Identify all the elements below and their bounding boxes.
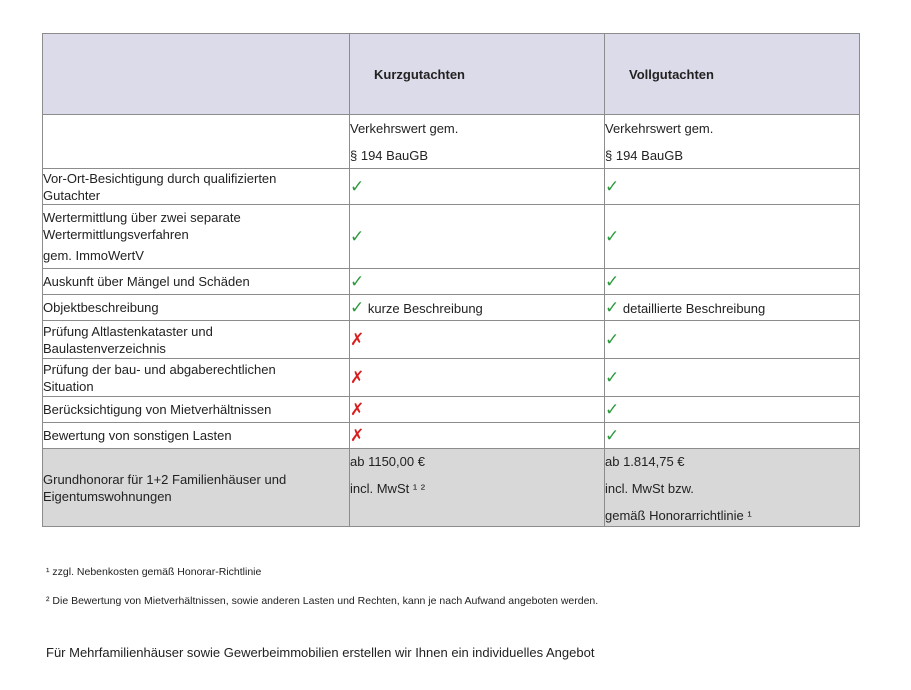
row-label-line: Berücksichtigung von Mietverhältnissen [43,402,272,417]
row-voll-cell [605,397,860,423]
fee-voll-line: incl. MwSt bzw. [605,481,694,496]
row-label-cell [43,359,350,397]
table-row [43,321,860,359]
table-row [43,169,860,205]
row-kurz-note: kurze Beschreibung [367,300,483,316]
row-label-cell [43,397,350,423]
row-voll-cell [605,295,860,321]
header-kurzgutachten: Kurzgutachten [350,34,605,115]
basis-voll-line-2: § 194 BauGB [605,148,684,163]
row-label-line: Vor-Ort-Besichtigung durch qualifizierten [43,170,277,186]
row-label-line: Situation [43,378,94,394]
row-label-cell [43,423,350,449]
table-row [43,205,860,269]
check-icon: ✓ [350,297,365,317]
row-label-line: Prüfung Altlastenkataster und [43,323,213,339]
footer-text: Für Mehrfamilienhäuser sowie Gewerbeimmobilien erstellen wir Ihnen ein individuelles Angebot [46,645,595,660]
row-voll-cell [605,423,860,449]
check-icon: ✓ [605,226,620,246]
table-row [43,423,860,449]
check-icon: ✓ [350,271,365,291]
row-label-line: Wertermittlung über zwei separate [43,210,241,225]
check-icon: ✓ [605,399,620,419]
row-label-cell [43,295,350,321]
row-label-line: Gutachter [43,187,101,203]
footnote-2: ² Die Bewertung von Mietverhältnissen, sowie anderen Lasten und Rechten, kann je nach Aufwand angeboten werden. [46,595,599,607]
row-voll-cell [605,269,860,295]
row-voll-cell [605,169,860,205]
row-label-line: Auskunft über Mängel und Schäden [43,274,250,289]
row-kurz-cell [350,423,605,449]
row-voll-cell [605,205,860,269]
check-icon: ✓ [350,226,365,246]
row-label-line: Prüfung der bau- und abgaberechtlichen [43,361,276,377]
row-label-cell [43,205,350,269]
check-icon: ✓ [605,176,620,196]
comparison-table [42,33,860,527]
cross-icon: ✗ [350,367,365,387]
table-row [43,269,860,295]
basis-voll-cell [605,115,860,169]
cross-icon: ✗ [350,425,365,445]
row-label-line: Bewertung von sonstigen Lasten [43,428,232,443]
row-label-line: Baulastenverzeichnis [43,340,166,356]
fee-label-cell [43,449,350,527]
fee-row [43,449,860,527]
row-kurz-cell [350,169,605,205]
footnote-1: ¹ zzgl. Nebenkosten gemäß Honorar-Richtlinie [46,566,262,578]
row-kurz-cell [350,295,605,321]
check-icon: ✓ [605,425,620,445]
fee-voll-line: ab 1.814,75 € [605,454,685,469]
check-icon: ✓ [605,367,620,387]
row-label-line: Wertermittlungsverfahren [43,227,189,242]
fee-voll-line: gemäß Honorarrichtlinie ¹ [605,508,752,523]
basis-kurz-line-2: § 194 BauGB [350,148,429,163]
row-label-line: gem. ImmoWertV [43,248,144,263]
header-vollgutachten: Vollgutachten [605,34,860,115]
row-voll-note: detaillierte Beschreibung [622,300,766,316]
basis-row [43,115,860,169]
row-voll-cell [605,359,860,397]
table-row [43,397,860,423]
header-row [43,34,860,115]
table-row [43,295,860,321]
fee-kurz-line: incl. MwSt ¹ ² [350,481,426,496]
row-label-cell [43,321,350,359]
table-row [43,359,860,397]
check-icon: ✓ [605,297,620,317]
basis-label-cell [43,115,350,169]
header-empty-cell [43,34,350,115]
cross-icon: ✗ [350,329,365,349]
row-kurz-cell [350,321,605,359]
fee-kurz-cell [350,449,605,527]
row-kurz-cell [350,397,605,423]
fee-label-line: Grundhonorar für 1+2 Familienhäuser und [43,471,287,487]
fee-voll-cell [605,449,860,527]
row-kurz-cell [350,269,605,295]
check-icon: ✓ [605,329,620,349]
basis-voll-line-1: Verkehrswert gem. [605,121,714,136]
cross-icon: ✗ [350,399,365,419]
row-label-line: Objektbeschreibung [43,300,159,315]
fee-label-line: Eigentumswohnungen [43,488,172,504]
basis-kurz-cell [350,115,605,169]
row-label-cell [43,169,350,205]
row-kurz-cell [350,205,605,269]
row-label-cell [43,269,350,295]
check-icon: ✓ [605,271,620,291]
check-icon: ✓ [350,176,365,196]
row-kurz-cell [350,359,605,397]
fee-kurz-line: ab 1150,00 € [350,454,425,469]
row-voll-cell [605,321,860,359]
basis-kurz-line-1: Verkehrswert gem. [350,121,459,136]
